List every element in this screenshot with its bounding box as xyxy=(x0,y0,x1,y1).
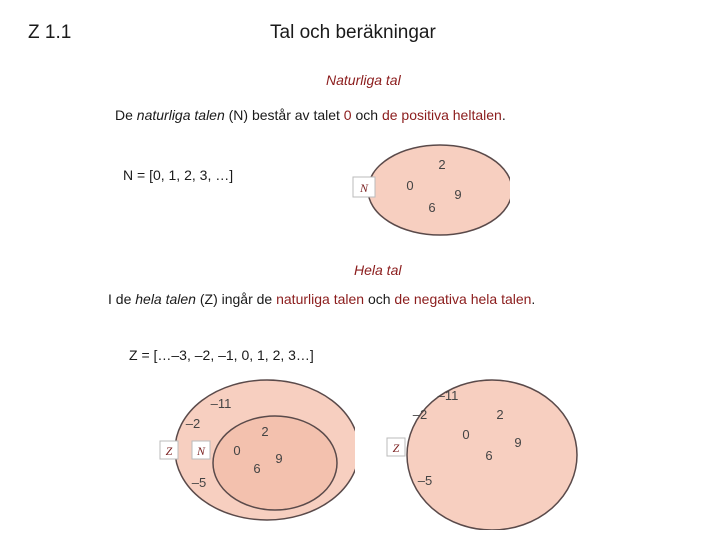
natural-set-diagram xyxy=(350,140,510,240)
natural-definition-positive: de positiva heltalen xyxy=(381,107,502,123)
nested-number-6: 6 xyxy=(253,461,261,476)
natural-numbers-heading: Naturliga tal xyxy=(326,72,401,88)
integers-definition-negative: de negativa hela talen xyxy=(394,291,532,307)
natural-set-notation: N = [0, 1, 2, 3, …] xyxy=(123,167,234,183)
nested-number-0: 0 xyxy=(233,443,241,458)
natural-definition-part3: (N) består av talet xyxy=(224,107,344,123)
integers-single-diagram xyxy=(380,375,580,530)
integers-definition-term: hela talen xyxy=(135,291,196,307)
natural-definition-part5: och xyxy=(351,107,382,123)
integers-outer-label: Z xyxy=(165,444,173,458)
single-number-9: 9 xyxy=(514,435,522,450)
natural-definition-part1: De xyxy=(115,107,137,123)
single-number-2: 2 xyxy=(496,407,504,422)
slide-title: Tal och beräkningar xyxy=(270,22,436,43)
natural-inner-label: N xyxy=(196,444,206,458)
integers-heading: Hela tal xyxy=(354,262,402,278)
single-number-0: 0 xyxy=(462,427,470,442)
natural-number-9: 9 xyxy=(454,187,462,202)
slide-code: Z 1.1 xyxy=(28,22,72,43)
nested-number-minus5: –5 xyxy=(191,475,207,490)
natural-number-6: 6 xyxy=(428,200,436,215)
integers-set-notation: Z = […–3, –2, –1, 0, 1, 2, 3…] xyxy=(129,347,314,363)
nested-number-9: 9 xyxy=(275,451,283,466)
integers-definition-part5: och xyxy=(364,291,395,307)
single-number-minus2: –2 xyxy=(412,407,428,422)
nested-number-minus11: –11 xyxy=(210,396,232,411)
natural-definition-zero: 0 xyxy=(343,107,352,123)
nested-number-2: 2 xyxy=(261,424,269,439)
natural-definition xyxy=(115,107,506,123)
integers-definition-natural: naturliga talen xyxy=(276,291,365,307)
natural-label: N xyxy=(359,181,369,195)
integers-nested-diagram xyxy=(155,378,355,528)
integers-definition-end: . xyxy=(531,291,536,307)
single-number-minus5: –5 xyxy=(417,473,433,488)
nested-number-minus2: –2 xyxy=(185,416,201,431)
natural-number-0: 0 xyxy=(406,178,414,193)
natural-definition-term: naturliga talen xyxy=(136,107,225,123)
integers-label: Z xyxy=(392,441,400,455)
integers-definition-part3: (Z) ingår de xyxy=(195,291,277,307)
integers-definition xyxy=(108,291,535,307)
natural-number-2: 2 xyxy=(438,157,446,172)
natural-definition-end: . xyxy=(501,107,506,123)
single-number-minus11: –11 xyxy=(437,388,459,403)
integers-definition-part1: I de xyxy=(108,291,136,307)
single-number-6: 6 xyxy=(485,448,493,463)
